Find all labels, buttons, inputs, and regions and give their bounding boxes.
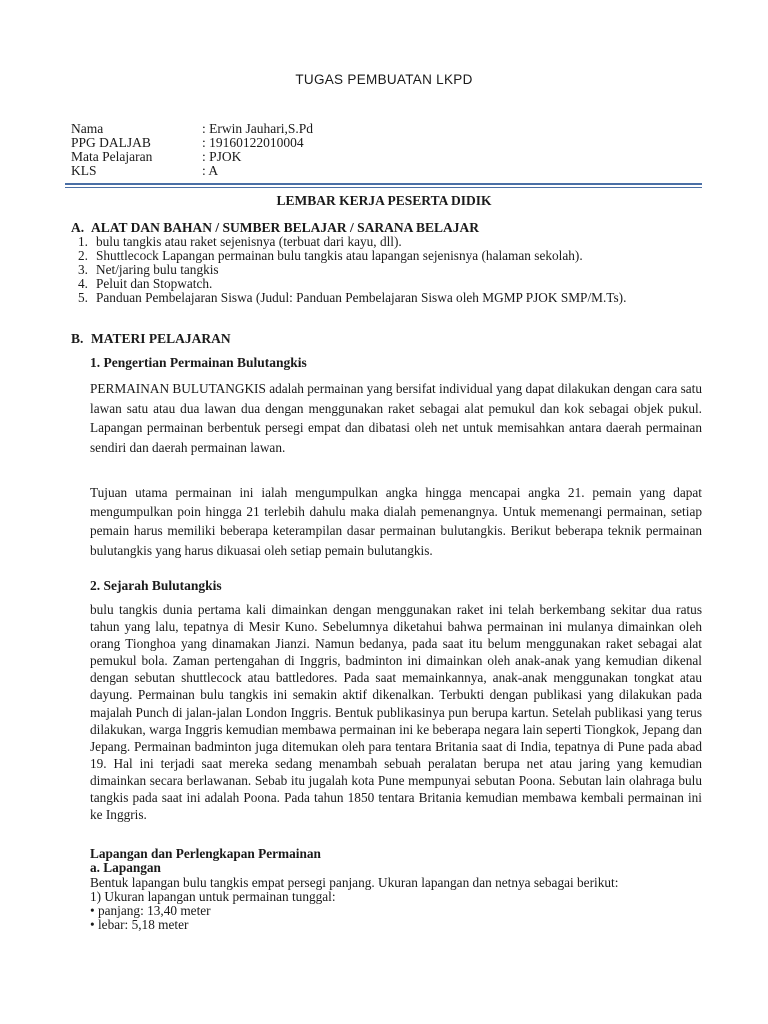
list-item [78,235,698,249]
list-item [78,249,698,263]
list-number: 2. [78,248,88,264]
info-label: Mata Pelajaran [71,149,153,164]
list-text: Shuttlecock Lapangan permainan bulu tangkis atau lapangan sejenisnya (halaman sekolah). [96,248,583,264]
info-value: : PJOK [202,149,242,164]
document-title: TUGAS PEMBUATAN LKPD [295,72,473,87]
paragraph-history: bulu tangkis dunia pertama kali dimainkan dengan menggunakan raket ini telah berkembang sekitar dua ratus tahun yang lalu, tepatnya di Mesir Kuno. Sebelumnya diketahui bahwa permainan ini mulanya dimainkan oleh orang Tionghoa yang dinamakan Jianzi. Namun bedanya, pada saat itu belum menggunakan raket sebagai alat pemukul bola. Zaman pertengahan di Inggris, badminton ini dimainkan oleh anak-anak yang kemudian dikenal dengan sebutan shuttlecock atau battledores. Pada saat memainkannya, anak-anak menggunakan tongkat atau dayung. Permainan bulu tangkis ini semakin aktif dikenalkan. Terbukti dengan publikasi yang dilakukan pada majalah Punch di jalan-jalan London Inggris. Bentuk publikasinya pun berupa kartun. Setelah publikasi yang terus dilakukan, warga Inggris kemudian membawa permainan ini ke beberapa negara lain seperti Tiongkok, Jepang dan Jepang. Permainan badminton juga ditemukan oleh para tentara Britania saat di India, tepatnya di Pune pada abad 19. Hal ini terjadi saat mereka sedang menambah sebuah peralatan berupa net atau jaring yang kemudian dimainkan secara berlawanan. Sebab itu jugalah kota Pune mempunyai sebutan Poona. Sebutan lain olahraga bulu tangkis pada saat ini adalah Poona. Pada tahun 1850 tentara Britania kemudian membawa kembali permainan ini ke Inggris. [90,602,702,823]
divider-thin [65,187,702,188]
info-value: : A [202,163,219,178]
section-letter: B. [71,331,84,346]
section-title: ALAT DAN BAHAN / SUMBER BELAJAR / SARANA BELAJAR [91,220,480,235]
list-text: bulu tangkis atau raket sejenisnya (terbuat dari kayu, dll). [96,234,402,249]
list-item [78,277,698,291]
list-item [78,291,698,305]
list-number: 1. [78,234,88,249]
list-number: 3. [78,262,88,278]
paragraph-definition: PERMAINAN BULUTANGKIS adalah permainan yang bersifat individual yang dapat dilakukan dengan cara satu lawan satu atau dua lawan dua dengan menggunakan raket sebagai alat pemukul dan kok sebagai objek pukul. Lapangan permainan berbentuk persegi empat dan dibatasi oleh net untuk memisahkan antara daerah permainan sendiri dan daerah permainan lawan. [90,381,702,455]
court-description: Bentuk lapangan bulu tangkis empat persegi panjang. Ukuran lapangan dan netnya sebagai berikut: [90,874,619,890]
info-label: Nama [71,121,104,136]
subheading-pengertian: 1. Pengertian Permainan Bulutangkis [90,355,307,370]
info-value: : 19160122010004 [202,135,304,150]
info-row-ppg [71,136,313,150]
court-length: • panjang: 13,40 meter [90,903,211,919]
court-subheading: a. Lapangan [90,860,161,876]
info-label: PPG DALJAB [71,135,151,150]
list-item [78,263,698,277]
court-width: • lebar: 5,18 meter [90,917,189,933]
materials-list [78,235,698,305]
identity-block [71,122,313,178]
list-text: Net/jaring bulu tangkis [96,262,219,278]
list-text: Panduan Pembelajaran Siswa (Judul: Panduan Pembelajaran Siswa oleh MGMP PJOK SMP/M.Ts). [96,290,627,306]
info-value: : Erwin Jauhari,S.Pd [202,121,313,136]
list-number: 5. [78,290,88,306]
paragraph-objective: Tujuan utama permainan ini ialah mengumpulkan angka hingga mencapai angka 21. pemain yang dapat mengumpulkan poin hingga 21 terlebih dahulu maka dialah pemenangnya. Untuk memenangi permainan, setiap pemain harus memiliki beberapa keterampilan dasar permainan bulutangkis. Berikut beberapa teknik permainan bulutangkis yang harus dikuasai oleh setiap pemain bulutangkis. [90,485,702,558]
info-row-nama [71,122,313,136]
court-section [90,847,702,933]
section-title: MATERI PELAJARAN [91,331,231,346]
list-number: 4. [78,276,88,292]
court-heading: Lapangan dan Perlengkapan Permainan [90,846,321,861]
info-row-mapel [71,150,313,164]
section-letter: A. [71,220,85,235]
subheading-sejarah: 2. Sejarah Bulutangkis [90,578,222,593]
court-size-item: 1) Ukuran lapangan untuk permainan tunggal: [90,888,336,904]
info-row-kls [71,164,313,178]
lkpd-heading: LEMBAR KERJA PESERTA DIDIK [276,193,492,208]
info-label: KLS [71,163,97,178]
divider-thick [65,183,702,185]
section-b-heading [71,331,231,347]
list-text: Peluit dan Stopwatch. [96,276,213,292]
